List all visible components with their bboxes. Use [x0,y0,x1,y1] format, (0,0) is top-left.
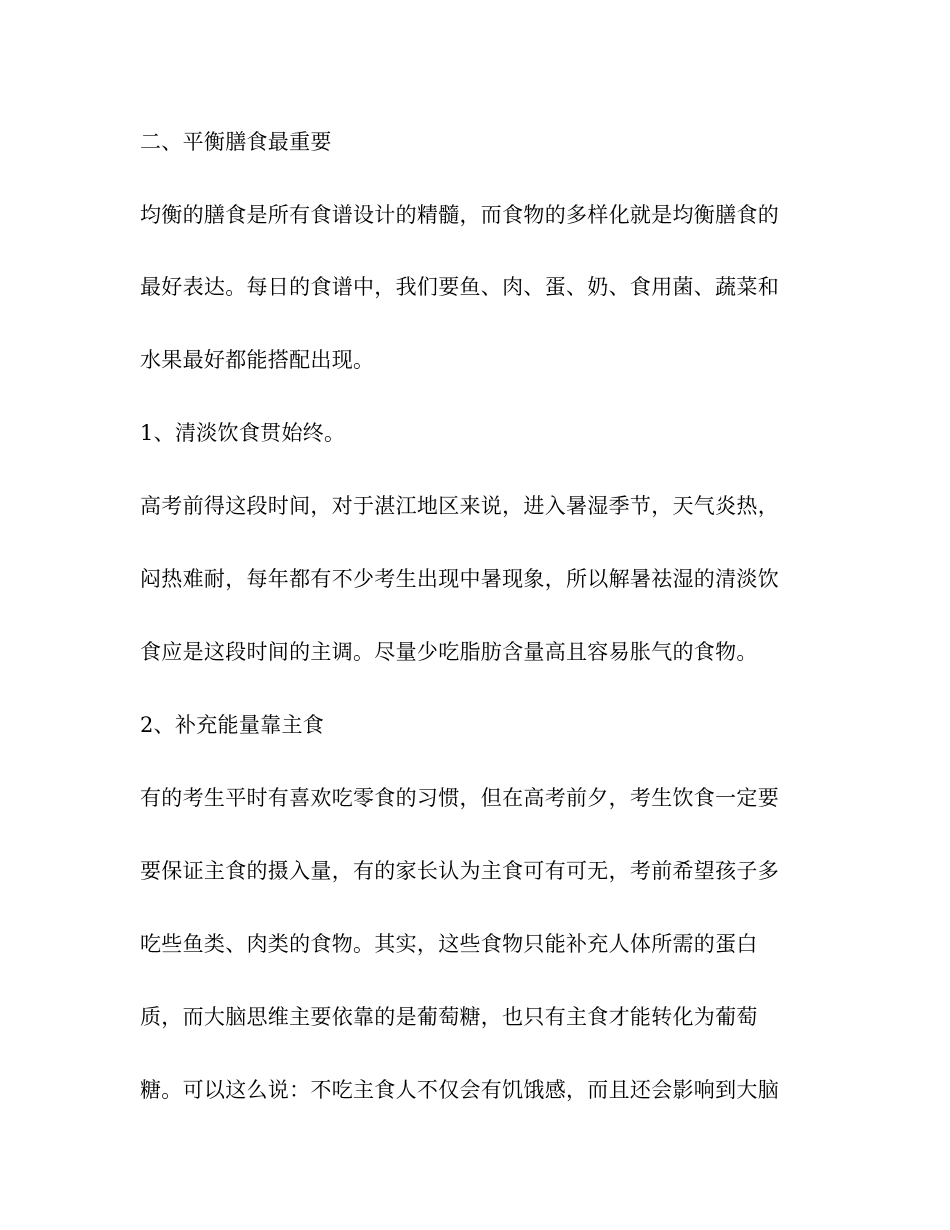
paragraph-line: 吃些鱼类、肉类的食物。其实，这些食物只能补充人体所需的蛋白 [140,932,758,956]
paragraph-line: 高考前得这段时间，对于湛江地区来说，进入暑湿季节，天气炎热， [140,494,779,518]
paragraph-line: 闷热难耐，每年都有不少考生出现中暑现象，所以解暑祛湿的清淡饮 [140,567,779,591]
subsection-heading: 1、清淡饮食贯始终。 [140,421,346,445]
section-heading: 二、平衡膳食最重要 [140,130,332,154]
paragraph-line: 食应是这段时间的主调。尽量少吃脂肪含量高且容易胀气的食物。 [140,640,758,664]
paragraph-line: 最好表达。每日的食谱中，我们要鱼、肉、蛋、奶、食用菌、蔬菜和 [140,275,779,299]
paragraph-line: 水果最好都能搭配出现。 [140,348,375,372]
paragraph-line: 均衡的膳食是所有食谱设计的精髓，而食物的多样化就是均衡膳食的 [140,203,779,227]
paragraph-line: 质，而大脑思维主要依靠的是葡萄糖，也只有主食才能转化为葡萄 [140,1005,758,1029]
subsection-heading: 2、补充能量靠主食 [140,713,325,737]
paragraph-line: 糖。可以这么说：不吃主食人不仅会有饥饿感，而且还会影响到大脑 [140,1078,779,1102]
paragraph-line: 有的考生平时有喜欢吃零食的习惯，但在高考前夕，考生饮食一定要 [140,786,779,810]
paragraph-line: 要保证主食的摄入量，有的家长认为主食可有可无，考前希望孩子多 [140,859,779,883]
